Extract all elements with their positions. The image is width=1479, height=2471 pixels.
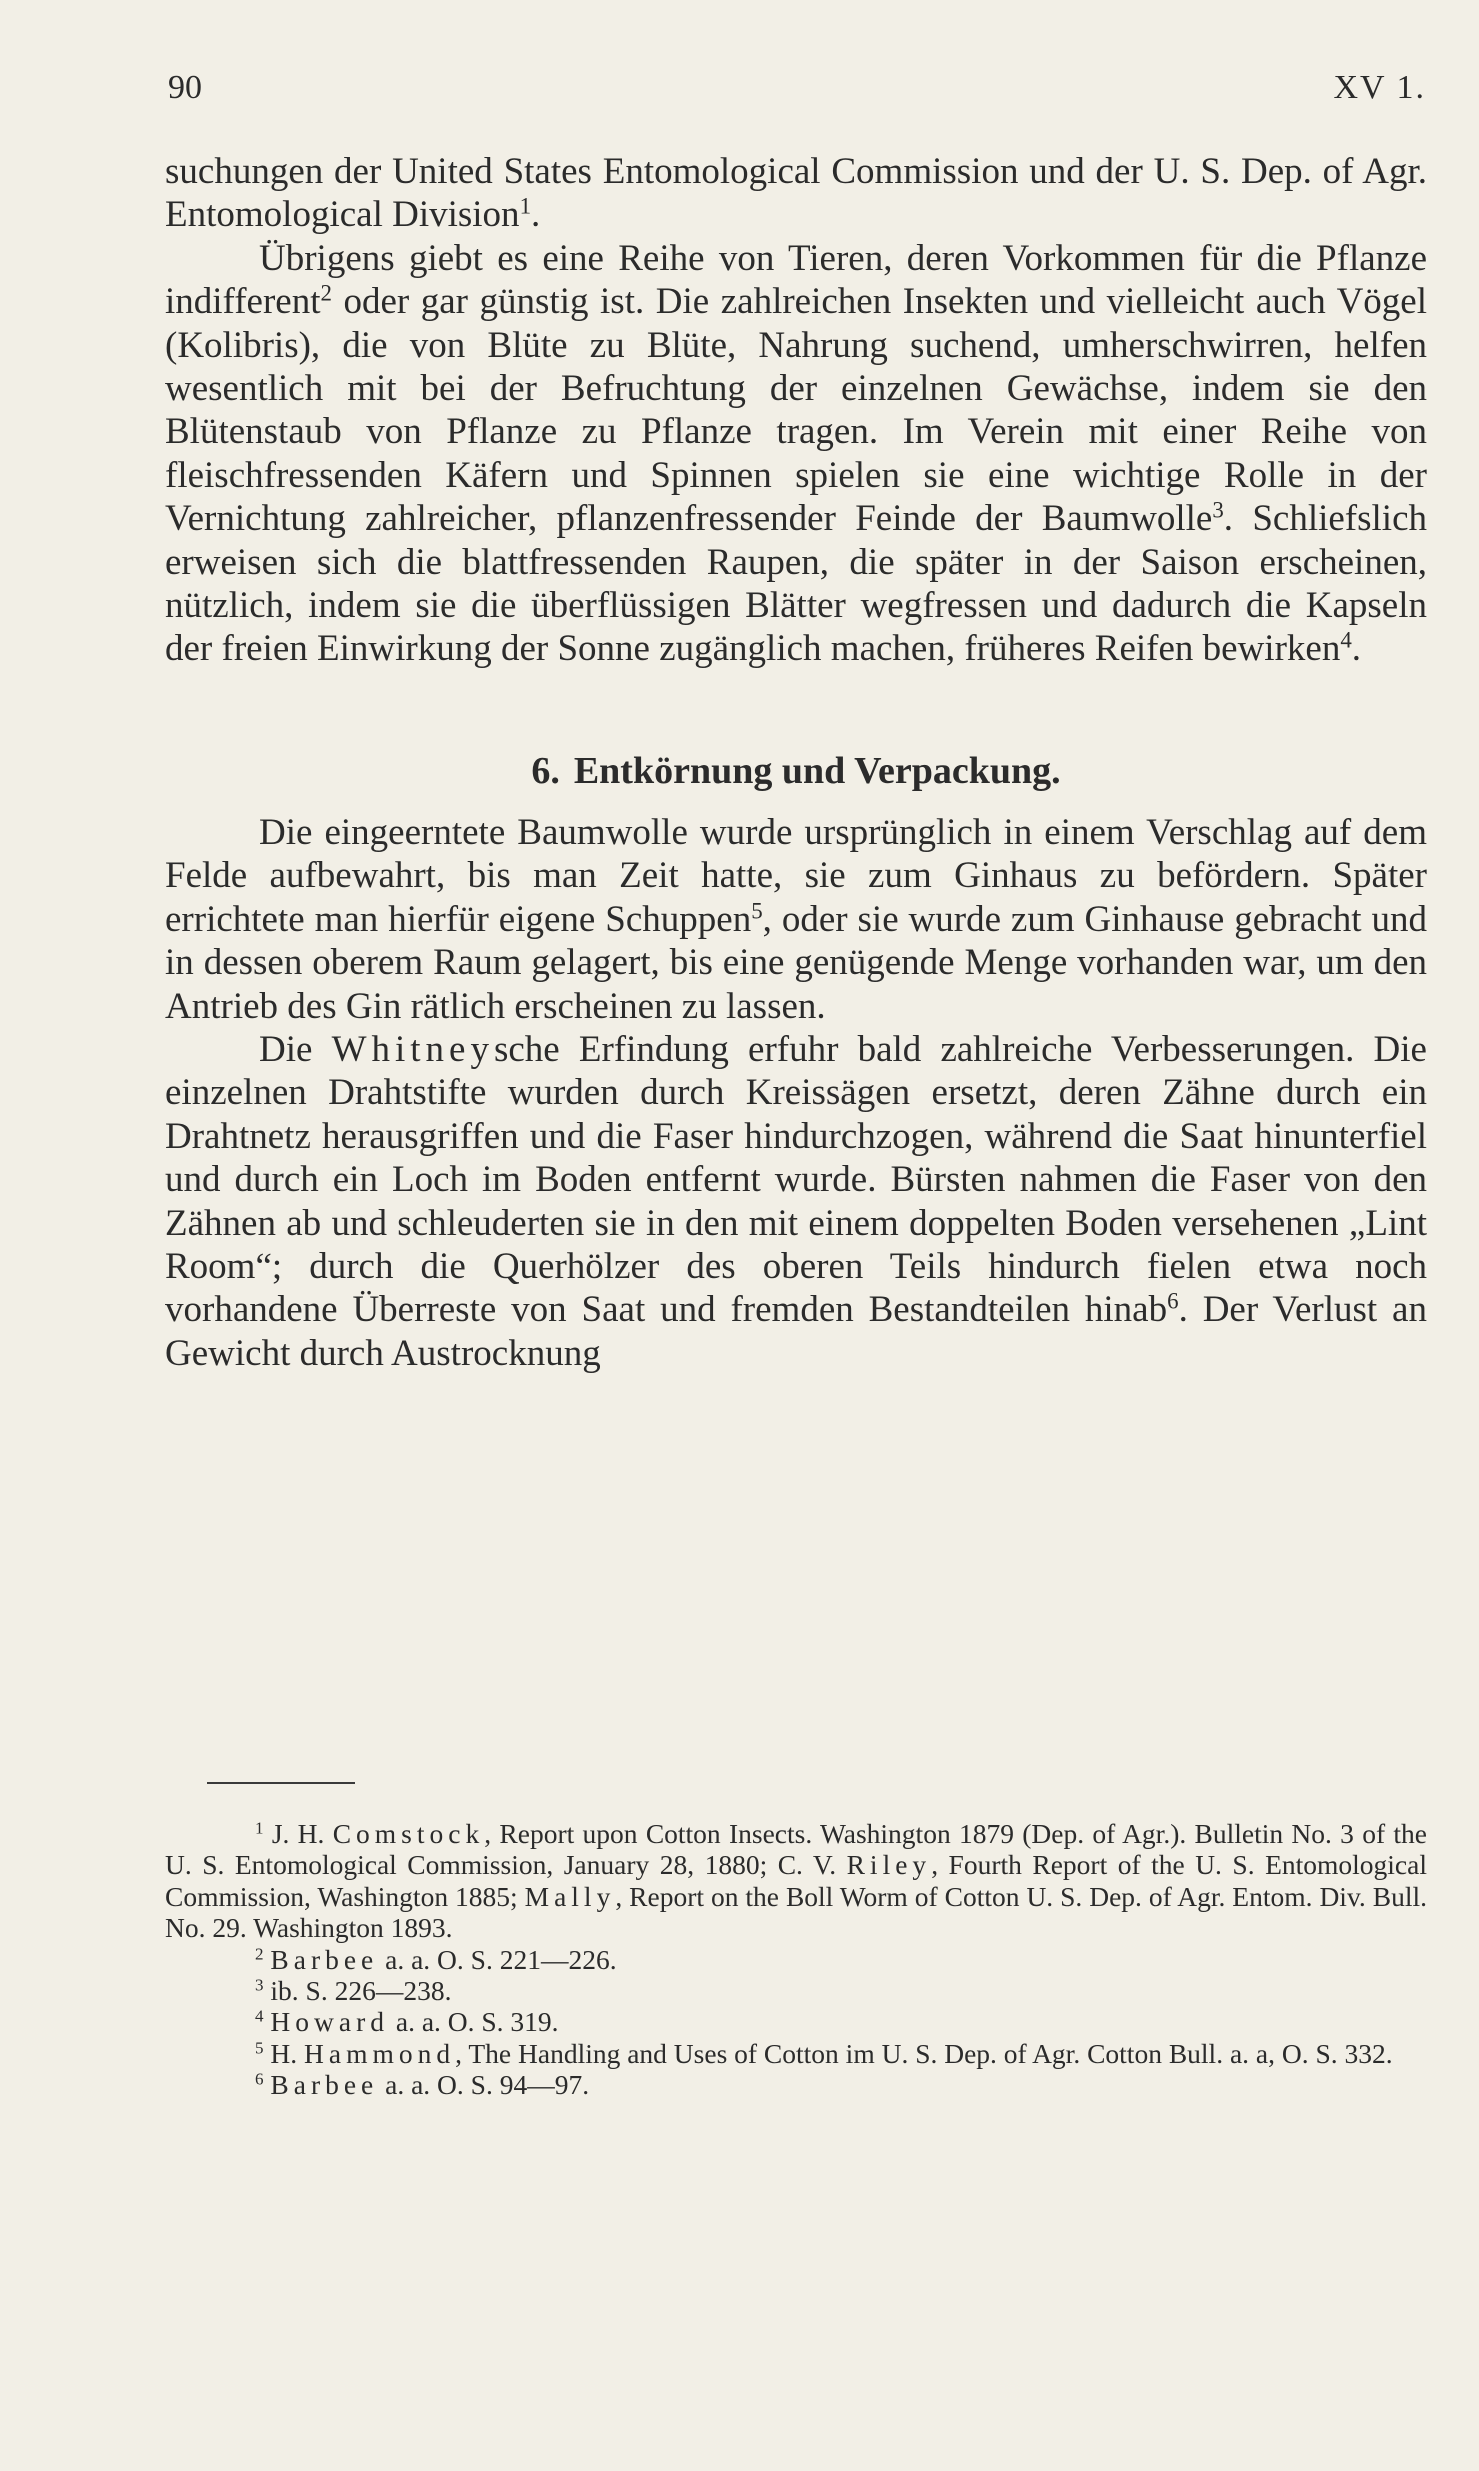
footnote-ref[interactable]: 2 bbox=[320, 280, 332, 306]
section-title: Entkörnung und Verpackung. bbox=[573, 749, 1061, 792]
footnote-ref[interactable]: 6 bbox=[1167, 1288, 1179, 1314]
footnote-4: $^4$ Howard a. a. O. S. 319. bbox=[255, 2006, 559, 2038]
footnotes bbox=[165, 1818, 1427, 2101]
footnote-1: $^1$ J. H. Comstock, Report upon Cotton Insects. Washington 1879 (Dep. of Agr.). Bulletin No. 3 of the U. S. Entomological Commission, January 28, 1880; C. V. Riley, Fourth Report of the U. S. Entomological Commission, Washington 1885; Mally, Report on the Boll Worm of Cotton U. S. Dep. of Agr. Entom. Div. Bull. No. 29. Washington 1893. bbox=[165, 1818, 1428, 1944]
footnote-ref[interactable]: 1 bbox=[519, 193, 532, 219]
main-text bbox=[165, 150, 1427, 1375]
paragraph-continued: suchungen der United States Entomological Commission und der U. S. Dep. of Agr. Entomological Division$^1$. bbox=[165, 151, 1427, 236]
page-number: 90 bbox=[168, 69, 202, 106]
section-heading bbox=[165, 749, 1427, 793]
paragraph-whitney: Die Whitneysche Erfindung erfuhr bald zahlreiche Verbesserungen. Die einzelnen Drahtstifte wurden durch Kreissägen ersetzt, deren Zähne durch ein Drahtnetz herausgriffen und die Faser hindurchzogen, während die Saat hinunterfiel und durch ein Loch im Boden entfernt wurde. Bürsten nahmen die Faser von den Zähnen ab und schleuderten sie in den mit einem doppelten Boden versehenen „Lint Room“; durch die Querhölzer des oberen Teils hindurch fielen etwa noch vorhandene Überreste von Saat und fremden Bestandteilen hinab$^6$. Der Verlust an Gewicht durch Austrocknung bbox=[165, 1028, 1427, 1374]
footnote-ref[interactable]: 3 bbox=[1212, 497, 1224, 523]
person-name: Whitney bbox=[331, 1028, 494, 1070]
footnote-3: $^3$ ib. S. 226—238. bbox=[255, 1975, 452, 2007]
paragraph-storage: Die eingeerntete Baumwolle wurde ursprünglich in einem Verschlag auf dem Felde aufbewahrt, bis man Zeit hatte, sie zum Ginhaus zu befördern. Später errichtete man hierfür eigene Schuppen$^5$, oder sie wurde zum Ginhause gebracht und in dessen oberem Raum gelagert, bis eine genügende Menge vorhanden war, um den Antrieb des Gin rätlich erscheinen zu lassen. bbox=[165, 811, 1427, 1027]
footnote-6: $^6$ Barbee a. a. O. S. 94—97. bbox=[255, 2069, 590, 2101]
footnote-ref[interactable]: 4 bbox=[1340, 627, 1352, 653]
footnote-divider bbox=[207, 1782, 355, 1784]
paragraph-insects: Übrigens giebt es eine Reihe von Tieren, deren Vorkommen für die Pflanze indifferent$^2$ oder gar günstig ist. Die zahlreichen Insekten und vielleicht auch Vögel (Kolibris), die von Blüte zu Blüte, Nahrung suchend, umherschwirren, helfen wesentlich mit bei der Befruchtung der einzelnen Gewächse, indem sie den Blütenstaub von Pflanze zu Pflanze tragen. Im Verein mit einer Reihe von fleischfressenden Käfern und Spinnen spielen sie eine wichtige Rolle in der Vernichtung zahlreicher, pflanzenfressender Feinde der Baumwolle$^3$. Schliefslich erweisen sich die blattfressenden Raupen, die später in der Saison erscheinen, nützlich, indem sie die überflüssigen Blätter wegfressen und dadurch die Kapseln der freien Einwirkung der Sonne zugänglich machen, früheres Reifen bewirken$^4$. bbox=[165, 237, 1428, 670]
footnote-2: $^2$ Barbee a. a. O. S. 221—226. bbox=[255, 1943, 617, 1975]
section-number: 6. bbox=[531, 749, 560, 792]
chapter-signature: XV 1. bbox=[1333, 69, 1426, 106]
footnote-5: $^5$ H. Hammond, The Handling and Uses of Cotton im U. S. Dep. of Agr. Cotton Bull. a. a, O. S. 332. bbox=[255, 2037, 1393, 2069]
footnote-ref[interactable]: 5 bbox=[751, 898, 763, 924]
